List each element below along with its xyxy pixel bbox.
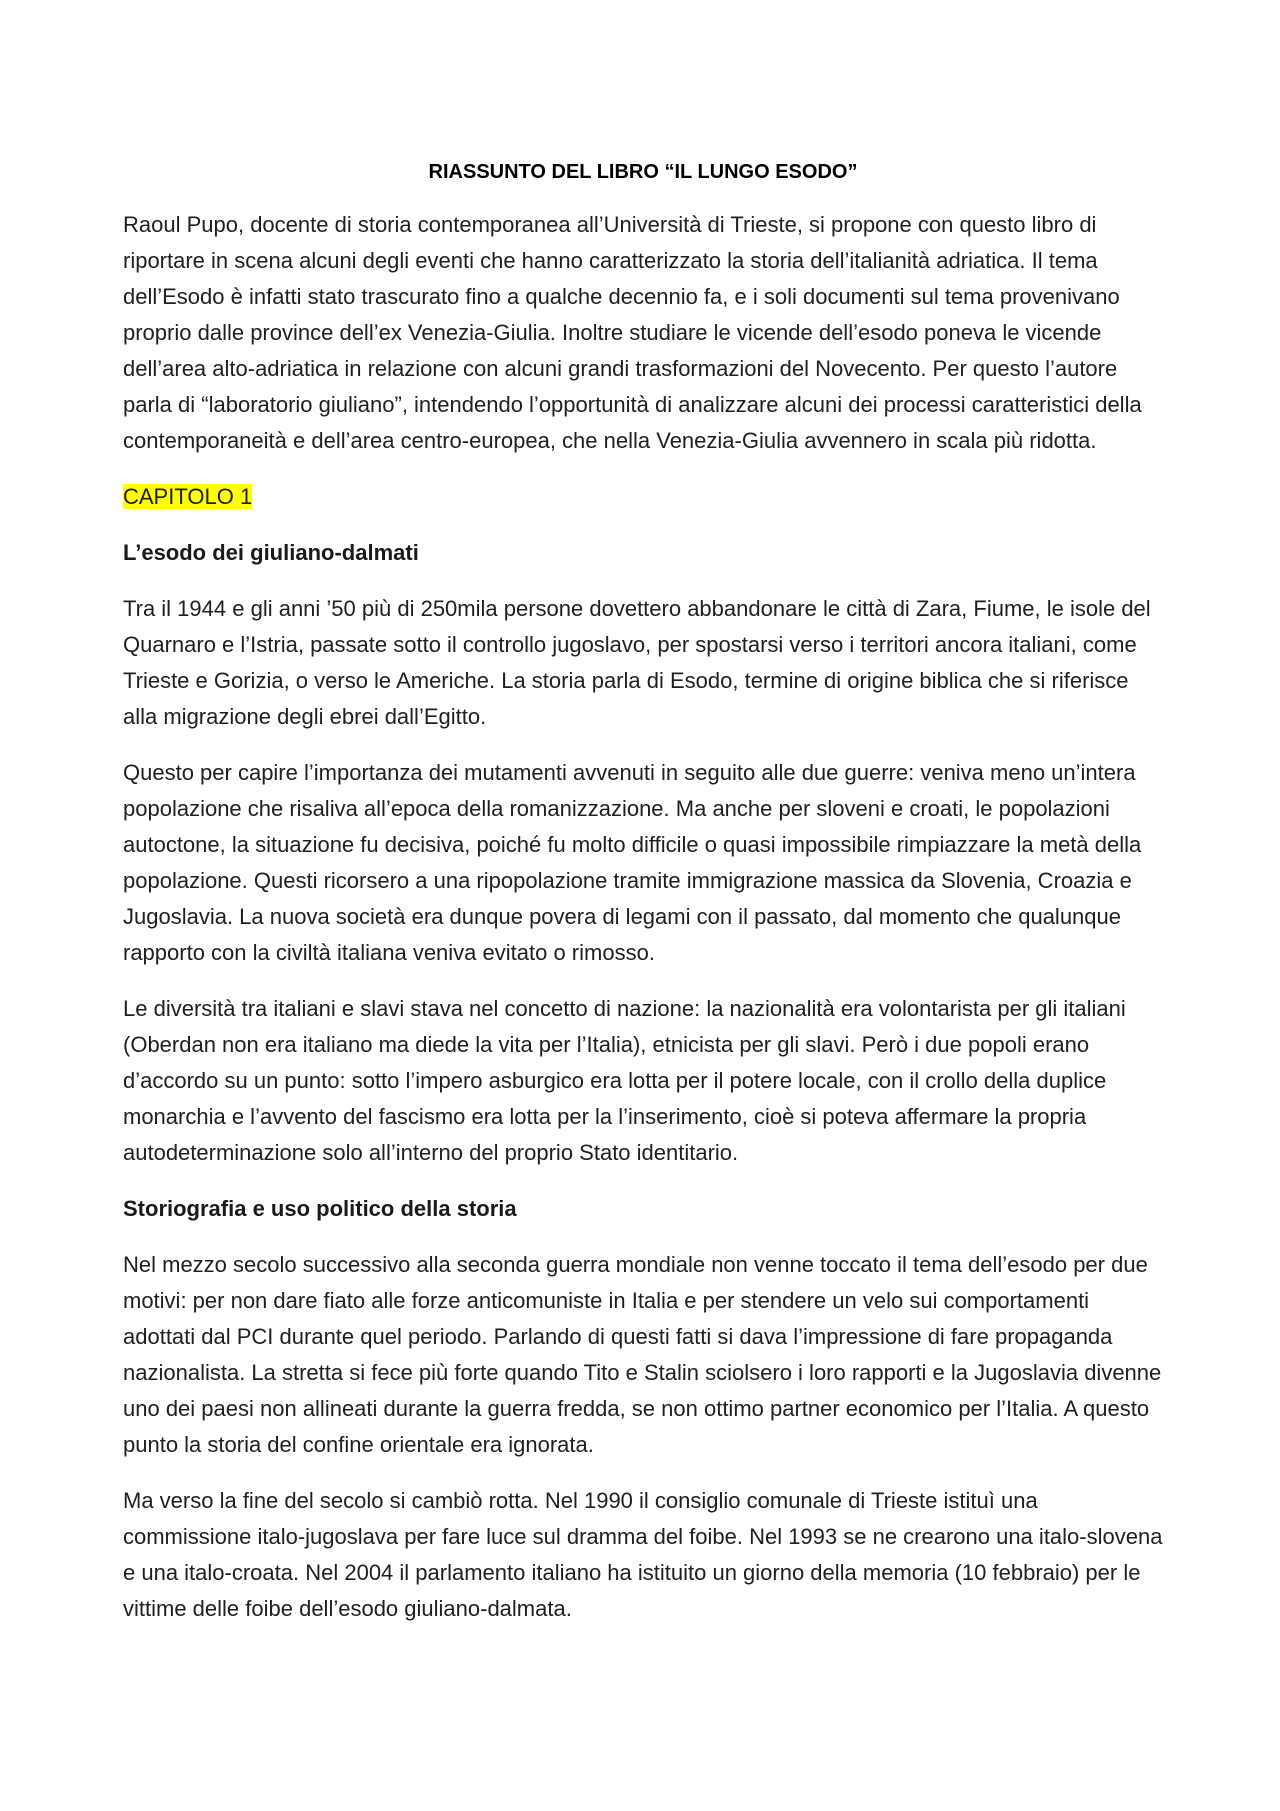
chapter-heading — [123, 479, 1163, 515]
section-heading-esodo: L’esodo dei giuliano-dalmati — [123, 540, 419, 565]
body-paragraph: Ma verso la fine del secolo si cambiò rotta. Nel 1990 il consiglio comunale di Trieste istituì una commissione italo-jugoslava per fare luce sul dramma del foibe. Nel 1993 se ne crearono una italo-slovena e una italo-croata. Nel 2004 il parlamento italiano ha istituito un giorno della memoria (10 febbraio) per le vittime delle foibe dell’esodo giuliano-dalmata. — [123, 1488, 1163, 1621]
intro-paragraph: Raoul Pupo, docente di storia contemporanea all’Università di Trieste, si propone con questo libro di riportare in scena alcuni degli eventi che hanno caratterizzato la storia dell’italianità adriatica. Il tema dell’Esodo è infatti stato trascurato fino a qualche decennio fa, e i soli documenti sul tema provenivano proprio dalle province dell’ex Venezia-Giulia. Inoltre studiare le vicende dell’esodo poneva le vicende dell’area alto-adriatica in relazione con alcuni grandi trasformazioni del Novecento. Per questo l’autore parla di “laboratorio giuliano”, intendendo l’opportunità di analizzare alcuni dei processi caratteristici della contemporaneità e dell’area centro-europea, che nella Venezia-Giulia avvennero in scala più ridotta. — [123, 212, 1142, 453]
body-paragraph: Le diversità tra italiani e slavi stava nel concetto di nazione: la nazionalità era volontarista per gli italiani (Oberdan non era italiano ma diede la vita per l’Italia), etnicista per gli slavi. Però i due popoli erano d’accordo su un punto: sotto l’impero asburgico era lotta per il potere locale, con il crollo della duplice monarchia e l’avvento del fascismo era lotta per la l’inserimento, cioè si poteva affermare la propria autodeterminazione solo all’interno del proprio Stato identitario. — [123, 996, 1126, 1165]
chapter-label-highlighted: CAPITOLO 1 — [123, 484, 253, 509]
body-paragraph: Nel mezzo secolo successivo alla seconda guerra mondiale non venne toccato il tema dell’esodo per due motivi: per non dare fiato alle forze anticomuniste in Italia e per stendere un velo sui comportamenti adottati dal PCI durante quel periodo. Parlando di questi fatti si dava l’impressione di fare propaganda nazionalista. La stretta si fece più forte quando Tito e Stalin sciolsero i loro rapporti e la Jugoslavia divenne uno dei paesi non allineati durante la guerra fredda, se non ottimo partner economico per l’Italia. A questo punto la storia del confine orientale era ignorata. — [123, 1252, 1162, 1457]
body-paragraph: Questo per capire l’importanza dei mutamenti avvenuti in seguito alle due guerre: veniva meno un’intera popolazione che risaliva all’epoca della romanizzazione. Ma anche per sloveni e croati, le popolazioni autoctone, la situazione fu decisiva, poiché fu molto difficile o quasi impossibile rimpiazzare la metà della popolazione. Questi ricorsero a una ripopolazione tramite immigrazione massica da Slovenia, Croazia e Jugoslavia. La nuova società era dunque povera di legami con il passato, dal momento che qualunque rapporto con la civiltà italiana veniva evitato o rimosso. — [123, 760, 1142, 965]
document-title: RIASSUNTO DEL LIBRO “IL LUNGO ESODO” — [428, 161, 858, 183]
document-body — [123, 157, 1163, 1647]
body-paragraph: Tra il 1944 e gli anni ’50 più di 250mila persone dovettero abbandonare le città di Zara, Fiume, le isole del Quarnaro e l’Istria, passate sotto il controllo jugoslavo, per spostarsi verso i territori ancora italiani, come Trieste e Gorizia, o verso le Americhe. La storia parla di Esodo, termine di origine biblica che si riferisce alla migrazione degli ebrei dall’Egitto. — [123, 596, 1151, 729]
section-heading-storiografia: Storiografia e uso politico della storia — [123, 1196, 517, 1221]
